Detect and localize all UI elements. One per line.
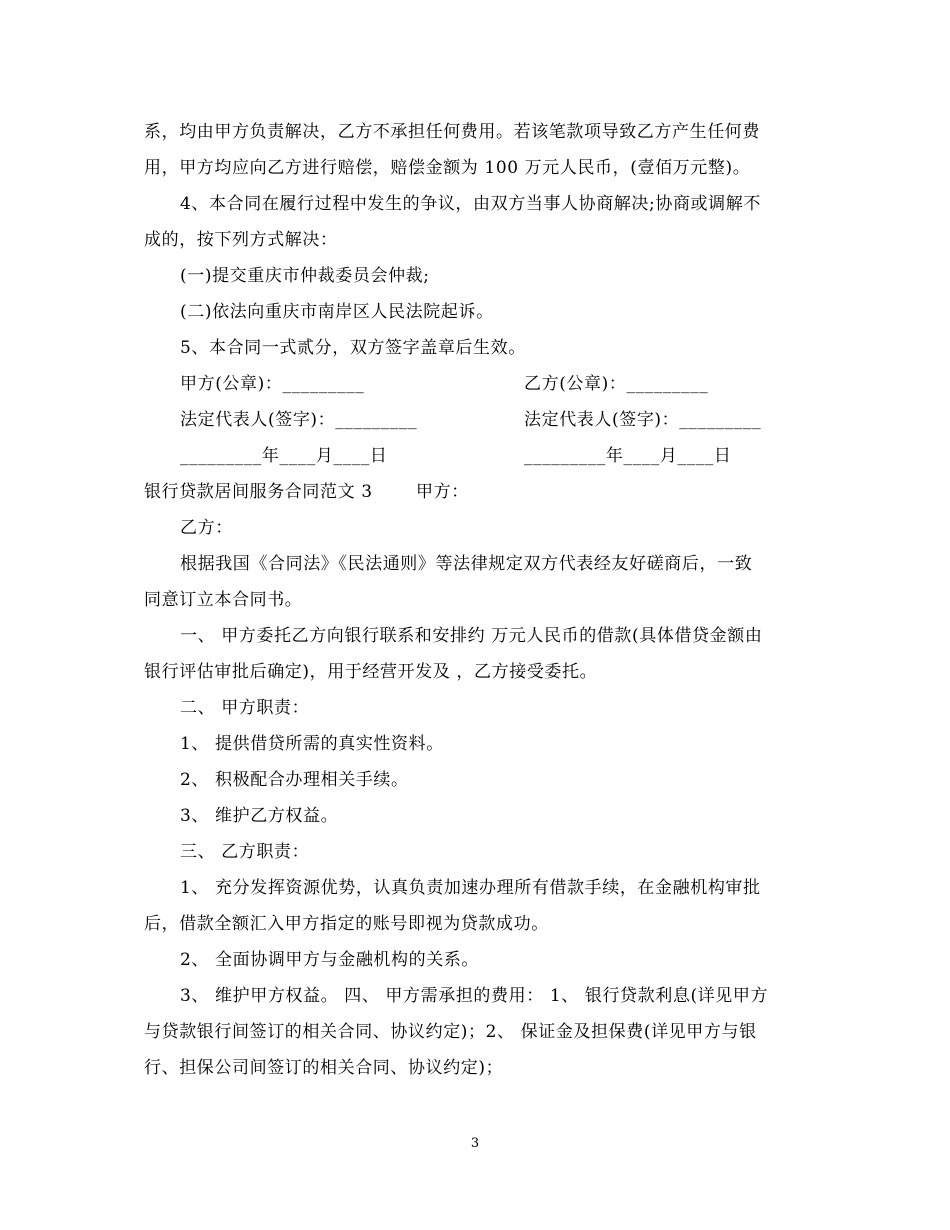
paragraph-line: 同意订立本合同书。: [144, 590, 303, 610]
party-b-seal: 乙方(公章)：_________: [524, 374, 709, 394]
section-3-heading: 三、 乙方职责：: [180, 842, 310, 862]
party-a-date: _________年____月____日: [180, 446, 388, 466]
party-b-representative: 法定代表人(签字)：_________: [524, 410, 762, 430]
paragraph-line: 用，甲方均应向乙方进行赔偿，赔偿金额为 100 万元人民币，(壹佰万元整)。: [144, 158, 751, 178]
paragraph-line: 系，均由甲方负责解决，乙方不承担任何费用。若该笔款项导致乙方产生任何费: [144, 122, 760, 142]
paragraph-line: 根据我国《合同法》《民法通则》等法律规定双方代表经友好磋商后，一致: [180, 554, 753, 574]
clause-4-line: 4、本合同在履行过程中发生的争议，由双方当事人协商解决;协商或调解不: [180, 194, 761, 214]
list-item: 1、 充分发挥资源优势，认真负责加速办理所有借款手续，在金融机构审批: [180, 878, 761, 898]
section-2-heading: 二、 甲方职责：: [180, 698, 310, 718]
clause-5-line: 5、本合同一式贰分，双方签字盖章后生效。: [180, 338, 526, 358]
party-a-seal: 甲方(公章)：_________: [180, 374, 365, 394]
dispute-option-1: (一)提交重庆市仲裁委员会仲裁;: [180, 266, 430, 286]
paragraph-line: 后，借款全额汇入甲方指定的账号即视为贷款成功。: [144, 914, 549, 934]
party-a-label: 甲方：: [416, 482, 469, 502]
list-item: 3、 维护乙方权益。: [180, 806, 339, 826]
section-1-line: 一、 甲方委托乙方向银行联系和安排约 万元人民币的借款(具体借贷金额由: [180, 626, 763, 646]
party-b-date: _________年____月____日: [524, 446, 732, 466]
contract-heading: 银行贷款居间服务合同范文 3: [144, 482, 373, 502]
list-item: 1、 提供借贷所需的真实性资料。: [180, 734, 444, 754]
party-b-label: 乙方：: [180, 518, 233, 538]
page-number: 3: [470, 1136, 480, 1151]
list-item: 3、 维护甲方权益。 四、 甲方需承担的费用： 1、 银行贷款利息(详见甲方: [180, 986, 769, 1006]
paragraph-line: 行、担保公司间签订的相关合同、协议约定)；: [144, 1058, 504, 1078]
list-item: 2、 全面协调甲方与金融机构的关系。: [180, 950, 480, 970]
dispute-option-2: (二)依法向重庆市南岸区人民法院起诉。: [180, 302, 494, 322]
paragraph-line: 与贷款银行间签订的相关合同、协议约定)；2、 保证金及担保费(详见甲方与银: [144, 1022, 757, 1042]
paragraph-line: 银行评估审批后确定)，用于经营开发及 ，乙方接受委托。: [144, 662, 598, 682]
party-a-representative: 法定代表人(签字)：_________: [180, 410, 418, 430]
paragraph-line: 成的，按下列方式解决：: [144, 230, 338, 250]
list-item: 2、 积极配合办理相关手续。: [180, 770, 409, 790]
